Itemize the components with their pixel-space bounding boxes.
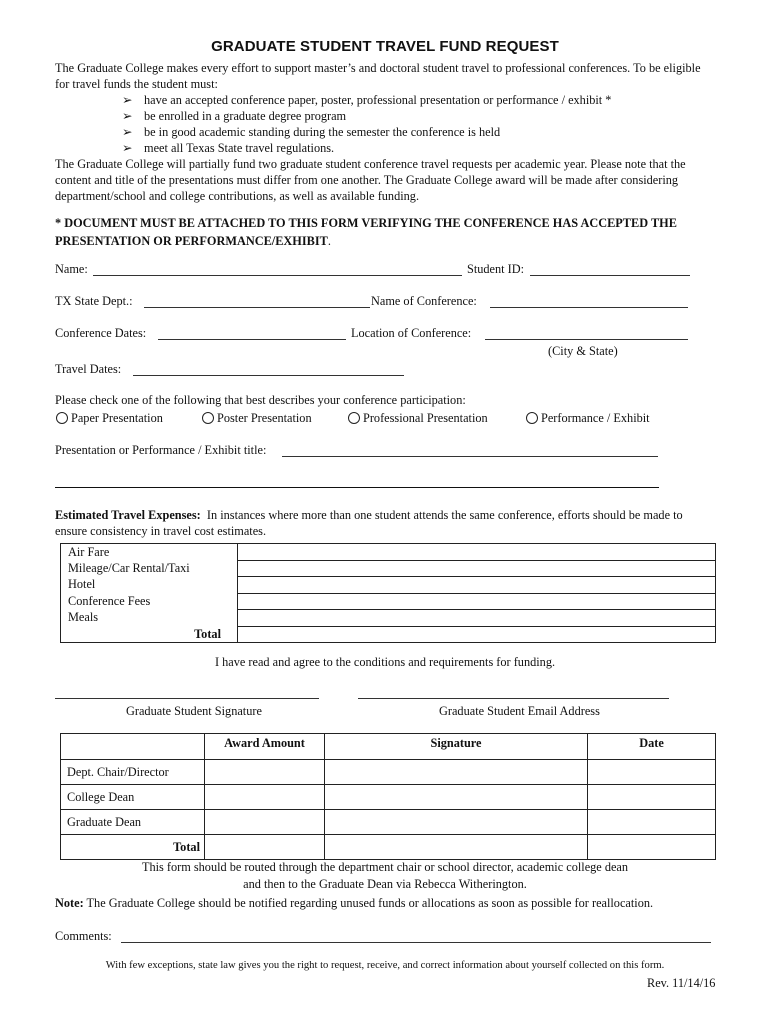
arrow-bullet-icon: ➢: [122, 109, 133, 123]
policy-text: The Graduate College will partially fund two graduate student conference travel requests per academic year. Please note that the content and title of the presentations must differ from one another. The Graduate College award will be made after considering department/school and college contributions, as well as available funding.: [55, 157, 686, 203]
expense-amount-cell[interactable]: [238, 610, 716, 627]
requirement-item: ➢ be enrolled in a graduate degree program: [122, 109, 347, 123]
signature-field[interactable]: [55, 698, 319, 699]
option-performance[interactable]: Performance / Exhibit: [526, 411, 650, 426]
footer-text: With few exceptions, state law gives you the right to request, receive, and correct information about yourself collected on this form.: [105, 960, 665, 971]
award-total-cell[interactable]: [205, 835, 325, 860]
radio-circle-icon[interactable]: [526, 412, 538, 424]
table-row: [61, 593, 716, 610]
award-amount-header: Award Amount: [205, 734, 325, 760]
award-amount-cell[interactable]: [205, 785, 325, 810]
comments-label: Comments:: [55, 929, 112, 943]
signature-cell[interactable]: [325, 835, 588, 860]
conference-name-label: Name of Conference:: [371, 294, 477, 308]
expense-label: Mileage/Car Rental/Taxi: [61, 560, 238, 577]
title-field[interactable]: [282, 456, 658, 457]
routing-text-1: This form should be routed through the department chair or school director, academic college dean: [141, 860, 629, 874]
option-paper[interactable]: Paper Presentation: [56, 411, 163, 426]
participation-prompt: Please check one of the following that best describes your conference participation:: [55, 393, 466, 407]
date-cell[interactable]: [588, 785, 716, 810]
title-field-line-2[interactable]: [55, 487, 659, 488]
title-label: Presentation or Performance / Exhibit title:: [55, 443, 267, 457]
expense-label: Hotel: [61, 577, 238, 594]
location-label: Location of Conference:: [351, 326, 472, 340]
approver-label: Graduate Dean: [61, 810, 205, 835]
email-field[interactable]: [358, 698, 669, 699]
email-label: Graduate Student Email Address: [439, 704, 600, 718]
expense-label: Air Fare: [61, 544, 238, 561]
expense-amount-cell[interactable]: [238, 593, 716, 610]
date-cell[interactable]: [588, 835, 716, 860]
award-amount-cell[interactable]: [205, 760, 325, 785]
award-total-label: Total: [61, 835, 205, 860]
requirement-item: ➢ meet all Texas State travel regulations.: [122, 141, 335, 155]
note-text: Note: The Graduate College should be notified regarding unused funds or allocations as soon as possible for reallocation.: [55, 896, 654, 910]
expense-label: Meals: [61, 610, 238, 627]
signature-header: Signature: [325, 734, 588, 760]
student-id-label: Student ID:: [467, 262, 525, 276]
agreement-text: I have read and agree to the conditions and requirements for funding.: [214, 655, 556, 669]
comments-field[interactable]: [121, 942, 711, 943]
table-row: [61, 835, 716, 860]
expenses-table: [60, 543, 716, 643]
arrow-bullet-icon: ➢: [122, 93, 133, 107]
intro-text: The Graduate College makes every effort to support master’s and doctoral student travel to professional conferences. To be eligible for travel funds the student must:: [55, 61, 701, 91]
table-row: [61, 544, 716, 561]
signature-cell[interactable]: [325, 810, 588, 835]
signature-label: Graduate Student Signature: [126, 704, 262, 718]
expense-amount-cell[interactable]: [238, 577, 716, 594]
expense-total-cell[interactable]: [238, 626, 716, 643]
requirement-item: ➢ have an accepted conference paper, poster, professional presentation or performance / exhibit *: [122, 93, 612, 107]
routing-text-2: and then to the Graduate Dean via Rebecca Witherington.: [243, 877, 527, 891]
award-table: [60, 733, 716, 860]
requirement-item: ➢ be in good academic standing during the semester the conference is held: [122, 125, 501, 139]
expense-amount-cell[interactable]: [238, 560, 716, 577]
expenses-text: Estimated Travel Expenses: In instances where more than one student attends the same conference, efforts should be made to ensure consistency in travel cost estimates.: [55, 508, 683, 538]
table-row: [61, 810, 716, 835]
option-professional[interactable]: Professional Presentation: [348, 411, 488, 426]
date-cell[interactable]: [588, 760, 716, 785]
conference-name-field[interactable]: [490, 307, 688, 308]
student-id-field[interactable]: [530, 275, 690, 276]
table-row: [61, 734, 716, 760]
radio-circle-icon[interactable]: [348, 412, 360, 424]
conference-dates-label: Conference Dates:: [55, 326, 147, 340]
conference-dates-field[interactable]: [158, 339, 346, 340]
table-row: [61, 760, 716, 785]
expense-label: Conference Fees: [61, 593, 238, 610]
signature-cell[interactable]: [325, 760, 588, 785]
radio-circle-icon[interactable]: [56, 412, 68, 424]
approver-label: Dept. Chair/Director: [61, 760, 205, 785]
expense-amount-cell[interactable]: [238, 544, 716, 561]
arrow-bullet-icon: ➢: [122, 125, 133, 139]
option-poster[interactable]: Poster Presentation: [202, 411, 312, 426]
approver-label: College Dean: [61, 785, 205, 810]
dept-label: TX State Dept.:: [55, 294, 133, 308]
location-field[interactable]: [485, 339, 688, 340]
table-row: [61, 610, 716, 627]
date-header: Date: [588, 734, 716, 760]
dept-field[interactable]: [144, 307, 370, 308]
name-label: Name:: [55, 262, 88, 276]
travel-dates-label: Travel Dates:: [55, 362, 122, 376]
travel-dates-field[interactable]: [133, 375, 404, 376]
form-title: GRADUATE STUDENT TRAVEL FUND REQUEST: [211, 38, 559, 55]
award-amount-cell[interactable]: [205, 810, 325, 835]
name-field[interactable]: [93, 275, 462, 276]
table-row: [61, 577, 716, 594]
table-row: [61, 785, 716, 810]
date-cell[interactable]: [588, 810, 716, 835]
city-state-hint: (City & State): [548, 344, 618, 358]
attachment-notice: * DOCUMENT MUST BE ATTACHED TO THIS FORM VERIFYING THE CONFERENCE HAS ACCEPTED THE PRESENTATION OR PERFORMANCE/EXHIBIT.: [55, 216, 677, 248]
arrow-bullet-icon: ➢: [122, 141, 133, 155]
table-row: [61, 626, 716, 643]
empty-header-cell: [61, 734, 205, 760]
radio-circle-icon[interactable]: [202, 412, 214, 424]
table-row: [61, 560, 716, 577]
signature-cell[interactable]: [325, 785, 588, 810]
expense-total-label: Total: [61, 626, 238, 643]
revision-date: Rev. 11/14/16: [647, 976, 716, 990]
